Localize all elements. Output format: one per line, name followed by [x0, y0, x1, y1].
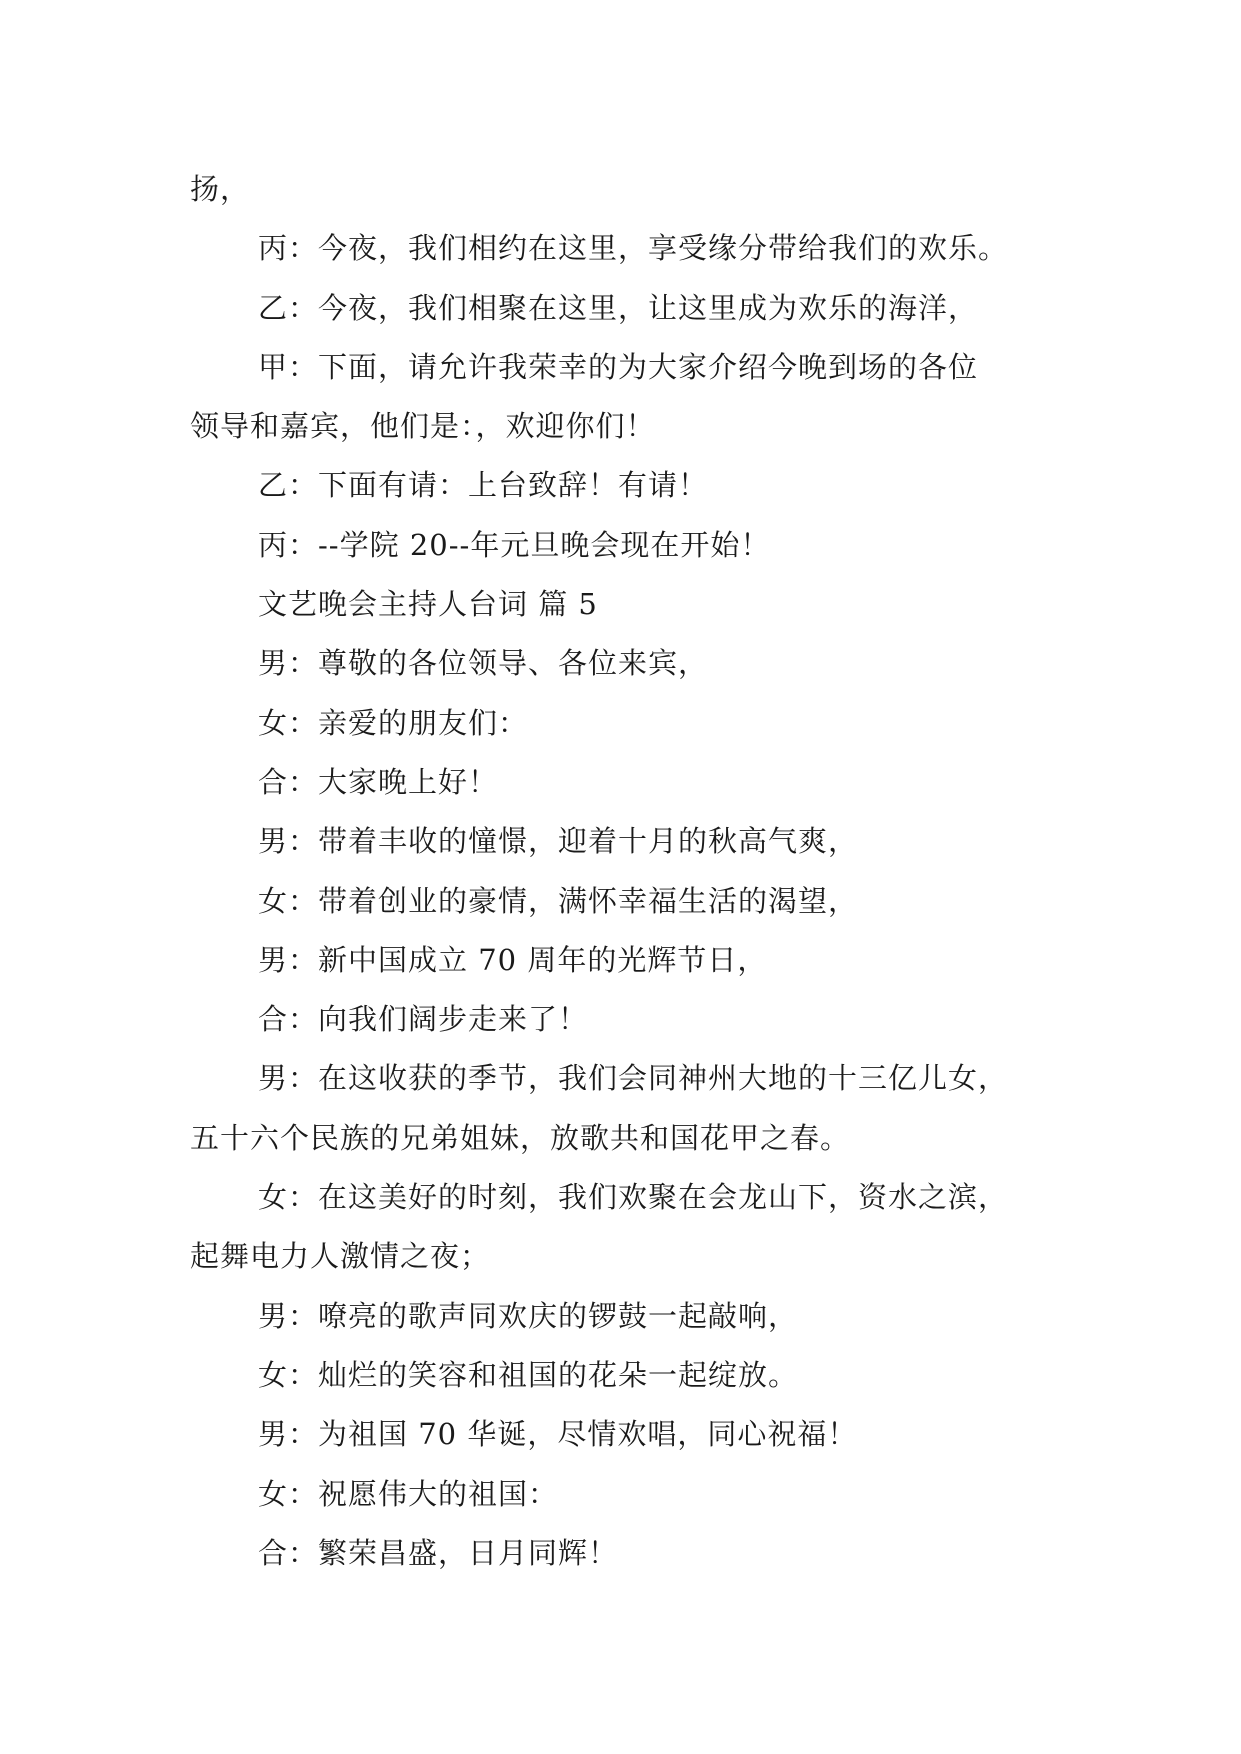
text-line: 合：繁荣昌盛，日月同辉！: [258, 1535, 619, 1570]
text-line: 合：向我们阔步走来了！: [258, 1002, 589, 1037]
text-line: 男：带着丰收的憧憬，迎着十月的秋高气爽，: [258, 824, 859, 859]
text-line: 扬，: [190, 172, 251, 206]
text-line: 合：大家晚上好！: [258, 764, 499, 799]
text-line: 男：为祖国 70 华诞，尽情欢唱，同心祝福！: [258, 1417, 858, 1452]
text-line: 起舞电力人激情之夜；: [190, 1239, 491, 1274]
text-line: 五十六个民族的兄弟姐妹，放歌共和国花甲之春。: [190, 1120, 851, 1155]
text-line: 女：祝愿伟大的祖国：: [258, 1476, 559, 1511]
text-line: 乙：今夜，我们相聚在这里，让这里成为欢乐的海洋，: [258, 290, 979, 325]
text-line: 男：嘹亮的歌声同欢庆的锣鼓一起敲响，: [258, 1298, 799, 1333]
text-line: 女：亲爱的朋友们：: [258, 705, 529, 740]
text-line: 丙：--学院 20--年元旦晚会现在开始！: [258, 527, 771, 562]
text-line: 女：灿烂的笑容和祖国的花朵一起绽放。: [258, 1357, 799, 1392]
text-line: 男：在这收获的季节，我们会同神州大地的十三亿儿女，: [258, 1061, 1009, 1096]
text-line: 男：尊敬的各位领导、各位来宾，: [258, 646, 709, 681]
text-line: 丙：今夜，我们相约在这里，享受缘分带给我们的欢乐。: [258, 231, 1009, 266]
document-body: [190, 160, 1060, 1583]
text-line: 领导和嘉宾，他们是：，欢迎你们！: [190, 409, 656, 444]
text-line: 女：带着创业的豪情，满怀幸福生活的渴望，: [258, 883, 859, 918]
text-line: 甲：下面，请允许我荣幸的为大家介绍今晚到场的各位: [258, 349, 979, 384]
text-line: 男：新中国成立 70 周年的光辉节日，: [258, 942, 768, 977]
text-line: 女：在这美好的时刻，我们欢聚在会龙山下，资水之滨，: [258, 1180, 1009, 1215]
text-line: 乙：下面有请：上台致辞！有请！: [258, 468, 709, 503]
section-heading: 文艺晚会主持人台词 篇 5: [258, 587, 598, 622]
